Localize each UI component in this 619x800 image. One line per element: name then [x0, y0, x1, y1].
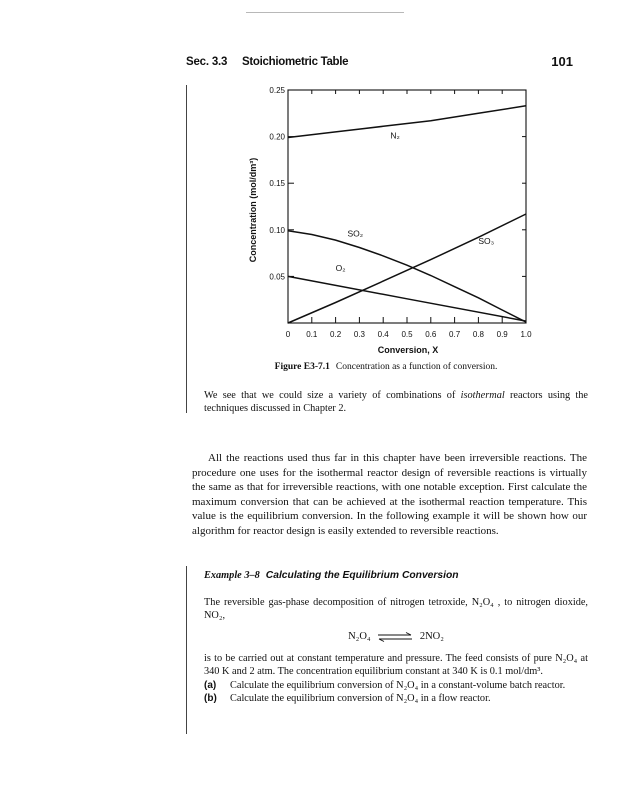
y-tick-label: 0.10: [269, 225, 285, 235]
example-number: Example 3–8: [204, 570, 260, 581]
figure-caption-text: Concentration as a function of conversion.: [335, 362, 498, 372]
series-label-n2: N₂: [390, 130, 400, 141]
y-axis-label: Concentration (mol/dm³): [248, 157, 258, 263]
section-title: Stoichiometric Table: [242, 56, 349, 68]
concentration-chart: [0, 0, 619, 360]
example-block: [204, 569, 588, 705]
note-emphasis: isothermal: [460, 390, 505, 401]
example-title: Calculating the Equilibrium Conversion: [265, 570, 459, 581]
x-tick-label: 0.1: [306, 330, 318, 339]
x-tick-label: 0.2: [330, 330, 342, 339]
equilibrium-arrows-icon: [377, 632, 413, 642]
x-tick-label: 0.5: [401, 330, 413, 339]
x-tick-label: 0.7: [449, 330, 461, 339]
x-tick-label: 0.3: [353, 330, 365, 339]
series-label-so3: SO₃: [478, 235, 495, 246]
example-intro: The reversible gas-phase decomposition of nitrogen tetroxide, N₂O₄ , to nitrogen dioxide, NO₂,: [204, 597, 588, 621]
part-label: (a): [204, 680, 217, 691]
series-line-o2: [288, 276, 526, 321]
body-paragraph: All the reactions used thus far in this chapter have been irreversible reactions. The procedure one uses for the isothermal reactor design of reversible reactions is virtually the same as that for irreversible reactions, with one notable exception. First calculate the maximum conversion that can be achieved at the isothermal reaction temperature. This value is the equilibrium conversion. In the following example it will be shown how our algorithm for reactor design is easily extended to reversible reactions.: [192, 452, 587, 537]
y-tick-label: 0.25: [269, 86, 285, 95]
x-tick-label: 1.0: [520, 330, 532, 339]
series-label-so2: SO₂: [347, 228, 364, 239]
figure-note: [204, 389, 588, 415]
part-text: Calculate the equilibrium conversion of N₂O₄ in a flow reactor.: [230, 693, 491, 704]
figure-label: Figure E3-7.1: [274, 362, 330, 372]
note-text-after: reactors using the techniques discussed in Chapter 2.: [204, 390, 588, 414]
y-tick-label: 0.15: [269, 179, 285, 189]
y-tick-label: 0.05: [269, 272, 285, 282]
figure-caption: [186, 362, 586, 372]
series-label-o2: O₂: [335, 262, 346, 273]
example-part-a: [204, 679, 588, 692]
part-text: Calculate the equilibrium conversion of N₂O₄ in a constant-volume batch reactor.: [230, 680, 566, 691]
x-tick-label: 0.8: [472, 330, 484, 339]
series-line-so3: [288, 214, 526, 323]
note-text-before: We see that we could size a variety of combinations of: [204, 390, 461, 401]
example-body: is to be carried out at constant temperature and pressure. The feed consists of pure N₂O₄ at 340 K and 2 atm. The concentration equilibrium constant at 340 K is 0.1 mol/dm³.: [204, 653, 588, 677]
reaction-equation: [204, 630, 588, 643]
x-tick-label: 0.6: [425, 330, 437, 339]
example-heading: [204, 569, 588, 582]
y-tick-label: 0.20: [269, 132, 285, 142]
x-tick-label: 0: [285, 330, 291, 339]
part-label: (b): [204, 693, 217, 704]
equation-reactant: N₂O₄: [348, 631, 371, 642]
margin-bar-bottom: [186, 566, 187, 734]
page-number: 101: [551, 54, 573, 69]
x-tick-label: 0.9: [496, 330, 508, 339]
plot-frame: [288, 90, 526, 323]
section-number: Sec. 3.3: [186, 56, 228, 68]
example-parts: [204, 679, 588, 705]
equation-product: 2NO₂: [419, 631, 444, 642]
series-line-n2: [288, 106, 526, 141]
x-axis-label: Conversion, X: [377, 345, 439, 355]
example-part-b: [204, 692, 588, 705]
x-tick-label: 0.4: [377, 330, 389, 339]
